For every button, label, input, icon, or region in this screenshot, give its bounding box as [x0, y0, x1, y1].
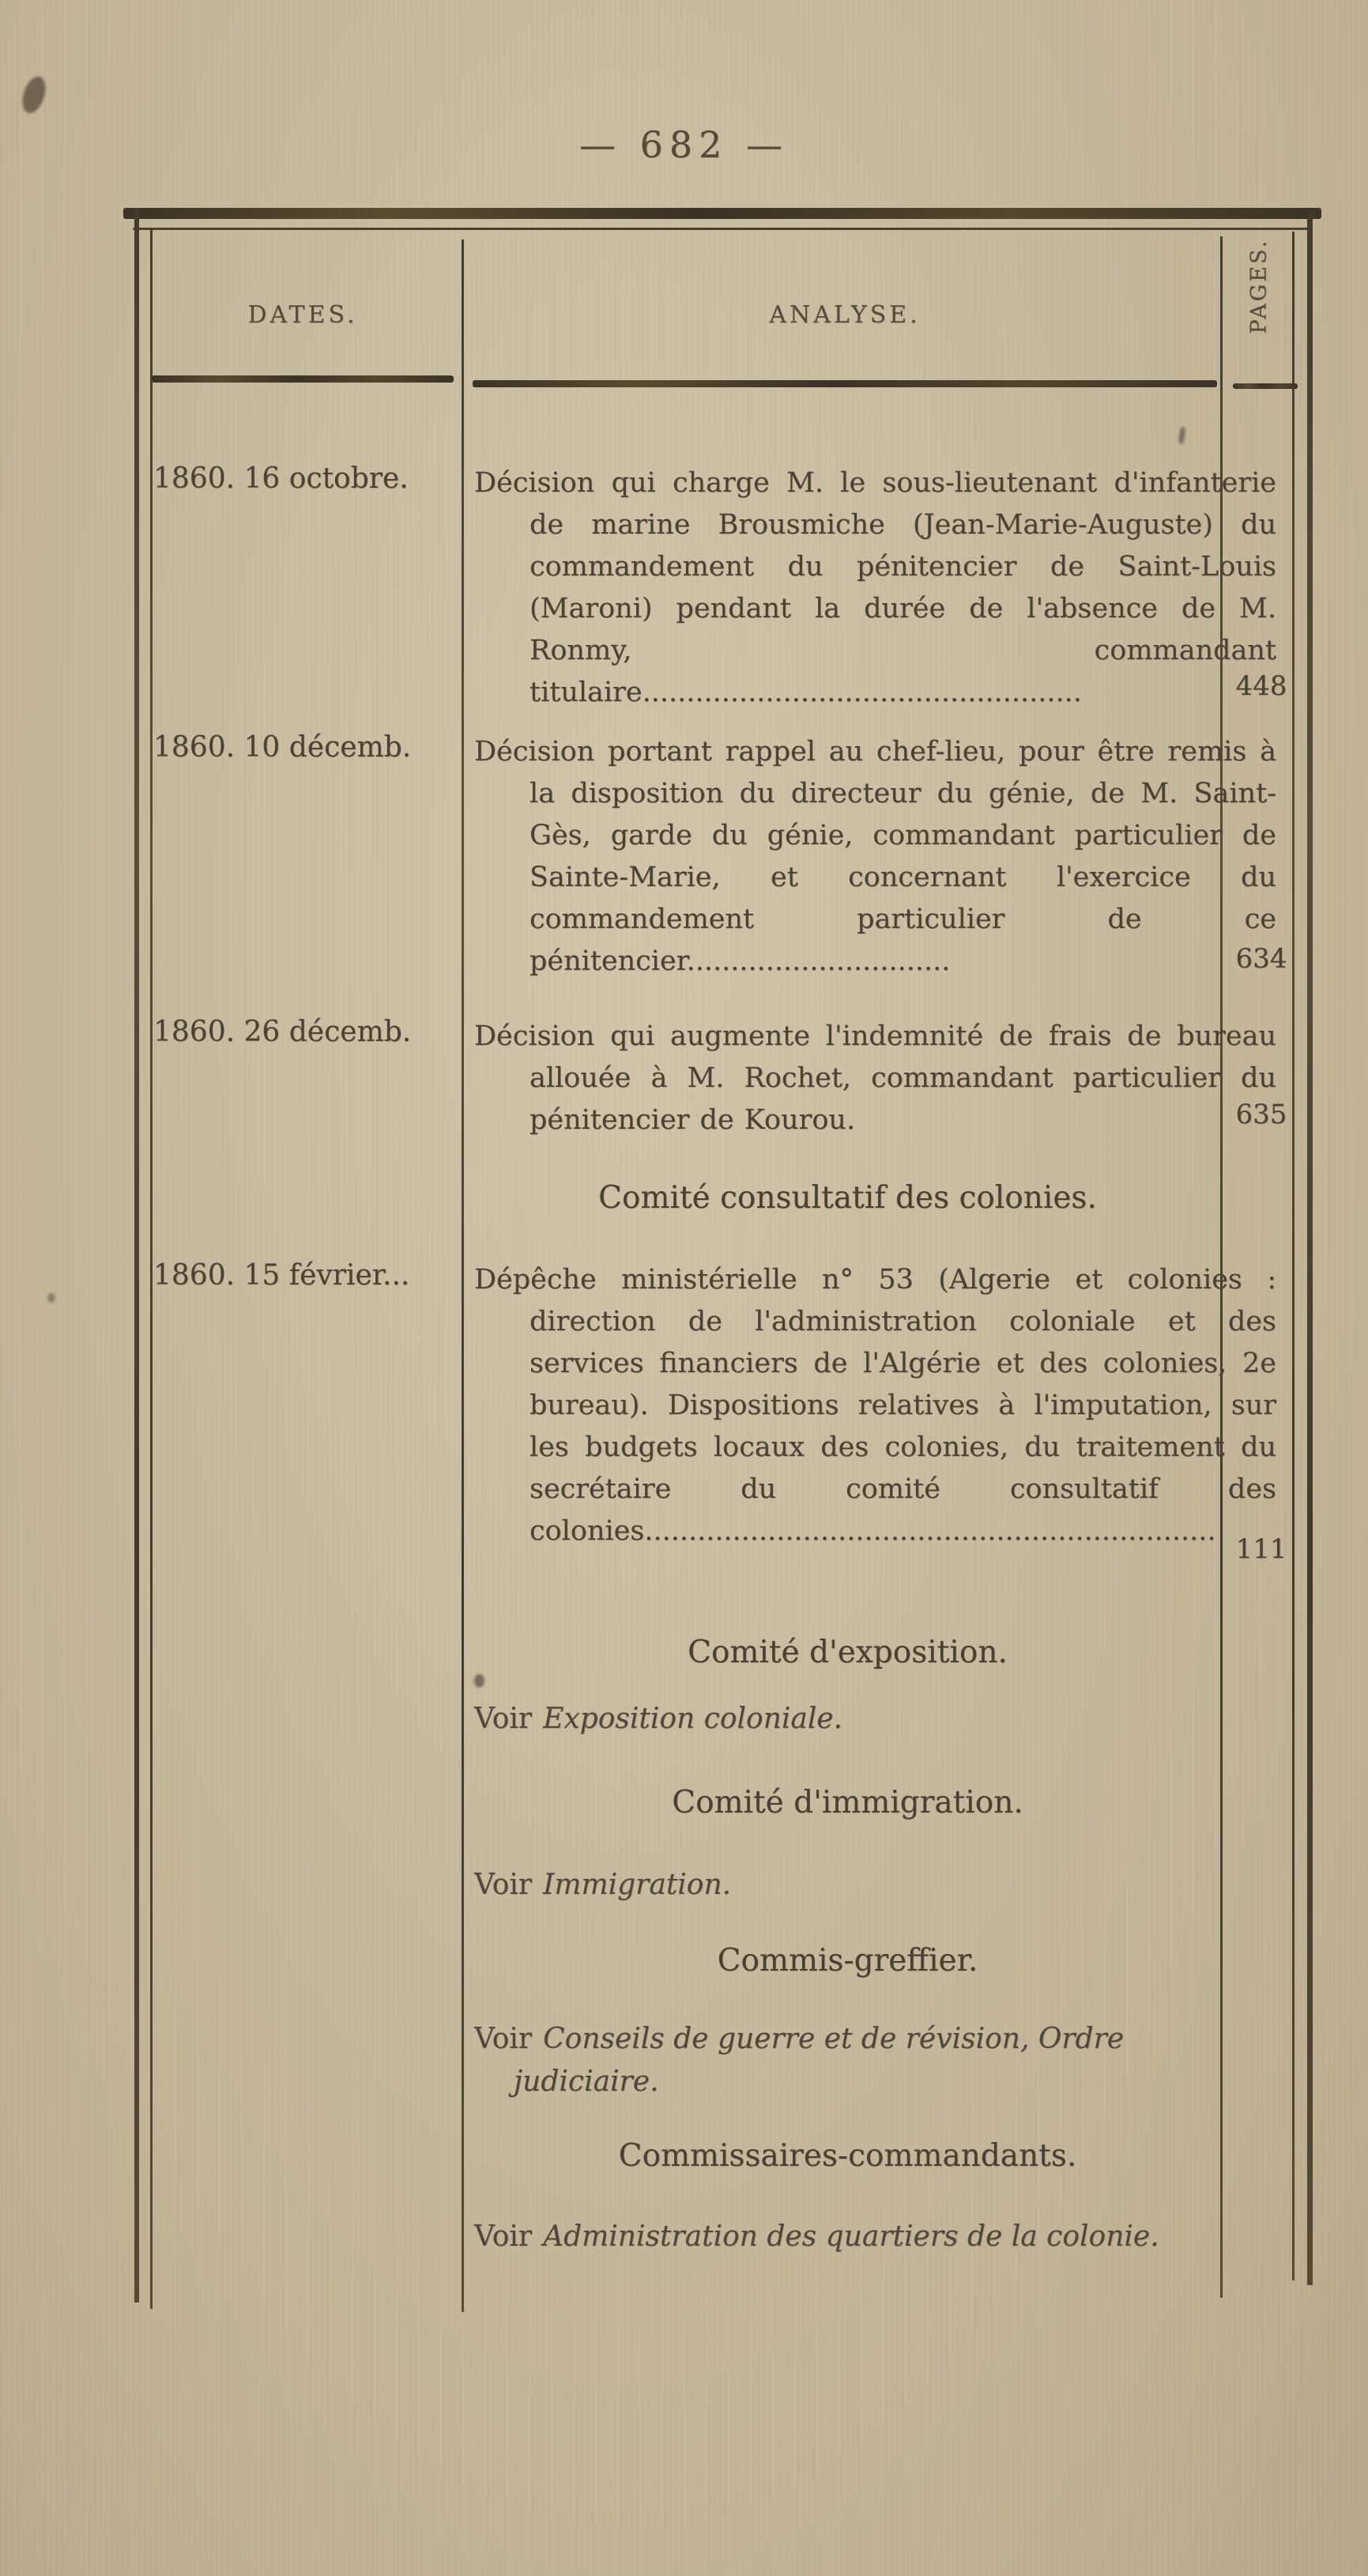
column-header-analyse: ANALYSE. [769, 301, 921, 329]
table-left-border-inner [150, 228, 153, 2309]
entry-page-number: 111 [1235, 1533, 1287, 1565]
cross-reference-target: Conseils de guerre et de révision, Ordre judiciaire. [514, 2023, 1125, 2098]
header-underline-dates [152, 375, 454, 383]
entry-date: 1860. 16 octobre. [153, 462, 409, 495]
cross-reference [474, 1864, 1276, 1907]
ink-blemish [47, 1293, 55, 1303]
section-heading: Commissaires-commandants. [618, 2138, 1077, 2174]
cross-reference-target: Administration des quartiers de la colonie. [543, 2220, 1159, 2253]
cross-reference-voir: Voir [474, 1703, 533, 1735]
cross-reference-voir: Voir [474, 2220, 533, 2253]
table-left-border-outer [134, 209, 139, 2303]
table-top-rule-thin [133, 228, 1312, 230]
section-heading: Commis-greffier. [717, 1943, 978, 1978]
entry-page-number: 634 [1235, 943, 1287, 975]
cross-reference-target: Exposition coloniale. [543, 1703, 843, 1735]
table-top-rule-thick [123, 208, 1321, 219]
ink-blemish [18, 74, 50, 116]
header-underline-pages [1233, 383, 1298, 389]
entry-page-number: 635 [1235, 1099, 1287, 1130]
header-underline-analyse [473, 380, 1217, 387]
cross-reference-target: Immigration. [543, 1869, 732, 1901]
entry-analysis: Décision portant rappel au chef-lieu, pour être remis à la disposition du directeur du génie, de M. Saint-Gès, garde du génie, commandant particulier de Sainte-Marie, et concernant l'exercice du commandement particulier de ce pénitencier.............................. [474, 736, 1276, 977]
entry-date: 1860. 10 décemb. [153, 731, 412, 764]
column-header-pages [1215, 238, 1302, 370]
table-right-border-inner [1292, 232, 1295, 2280]
entry-date: 1860. 26 décemb. [153, 1016, 412, 1048]
entry-analysis: Décision qui augmente l'indemnité de frais de bureau allouée à M. Rochet, commandant particulier du pénitencier de Kourou. [474, 1020, 1276, 1136]
entry-date: 1860. 15 février... [153, 1259, 410, 1292]
cross-reference-voir: Voir [474, 2023, 533, 2055]
entry-page-number: 448 [1235, 670, 1287, 702]
section-heading: Comité d'immigration. [672, 1785, 1023, 1820]
index-table [134, 208, 1317, 2314]
page-number-folio: — 682 — [578, 123, 790, 166]
entry-analysis: Décision qui charge M. le sous-lieutenant d'infanterie de marine Brousmiche (Jean-Marie-Auguste) du commandement du pénitencier de Saint-Louis (Maroni) pendant la durée de l'absence de M. Ronmy, commandant titulaire.................................................. [474, 467, 1276, 708]
entry-analysis: Dépêche ministérielle n° 53 (Algerie et colonies : direction de l'administration coloniale et des services financiers de l'Algérie et des colonies, 2e bureau). Dispositions relatives à l'imputation, sur les budgets locaux des colonies, du traitement du secrétaire du comité consultatif des colonies................................................................. [474, 1264, 1276, 1547]
cross-reference [474, 2216, 1276, 2258]
column-header-pages-label: PAGES. [1246, 238, 1272, 334]
column-header-dates: DATES. [247, 301, 358, 329]
cross-reference [474, 2018, 1276, 2103]
section-heading: Comité consultatif des colonies. [598, 1180, 1097, 1216]
cross-reference [474, 1698, 1276, 1741]
cross-reference-voir: Voir [474, 1869, 533, 1901]
section-heading: Comité d'exposition. [688, 1635, 1008, 1670]
table-right-border-outer [1307, 214, 1313, 2285]
ink-blemish [474, 1674, 484, 1688]
